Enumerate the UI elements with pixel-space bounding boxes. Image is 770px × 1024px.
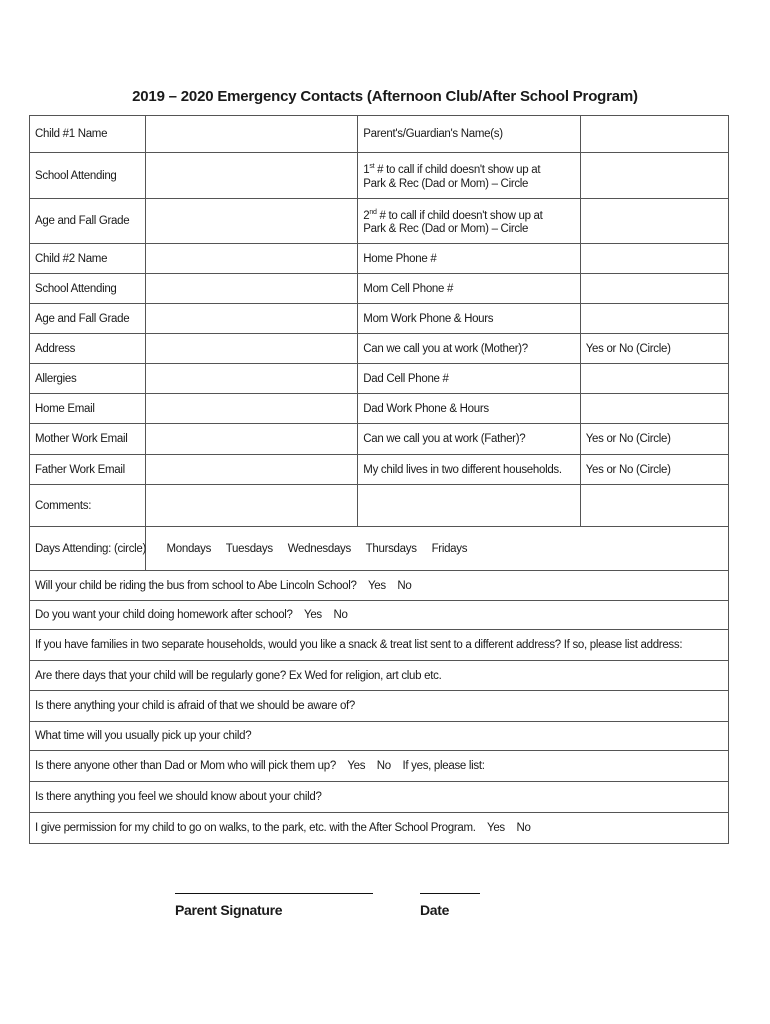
father-work-email-label: Father Work Email [30,455,146,485]
mother-work-email-field[interactable] [146,424,358,455]
table-row [30,751,729,782]
question-permission[interactable]: I give permission for my child to go on walks, to the park, etc. with the After School Program. Yes No [30,813,729,844]
first-call-label: 1st # to call if child doesn't show up at Park & Rec (Dad or Mom) – Circle [358,153,580,199]
guardian-name-label: Parent's/Guardian's Name(s) [358,116,580,153]
table-row [30,274,729,304]
question-afraid[interactable]: Is there anything your child is afraid of that we should be aware of? [30,691,729,722]
date-line[interactable] [420,893,480,894]
table-row [30,455,729,485]
table-row [30,334,729,364]
school-attending-1-label: School Attending [30,153,146,199]
address-field[interactable] [146,334,358,364]
dad-cell-field[interactable] [580,364,728,394]
table-row [30,199,729,244]
home-phone-label: Home Phone # [358,244,580,274]
call-father-label: Can we call you at work (Father)? [358,424,580,455]
allergies-field[interactable] [146,364,358,394]
school-attending-2-label: School Attending [30,274,146,304]
comments-label: Comments: [30,485,146,527]
question-bus[interactable]: Will your child be riding the bus from school to Abe Lincoln School? Yes No [30,571,729,601]
home-phone-field[interactable] [580,244,728,274]
comments-field-3[interactable] [580,485,728,527]
question-pickup-time[interactable]: What time will you usually pick up your child? [30,722,729,751]
question-days-gone[interactable]: Are there days that your child will be regularly gone? Ex Wed for religion, art club etc. [30,661,729,691]
parent-signature-block [175,893,373,918]
call-mother-label: Can we call you at work (Mother)? [358,334,580,364]
day-option-monday[interactable]: Mondays [166,542,212,555]
child2-name-label: Child #2 Name [30,244,146,274]
age-grade-1-label: Age and Fall Grade [30,199,146,244]
call-father-answer[interactable]: Yes or No (Circle) [580,424,728,455]
question-separate-households[interactable]: If you have families in two separate households, would you like a snack & treat list sent to a different address? If so, please list address: [30,630,729,661]
table-row [30,601,729,630]
age-grade-2-label: Age and Fall Grade [30,304,146,334]
child1-name-field[interactable] [146,116,358,153]
school-attending-2-field[interactable] [146,274,358,304]
call-mother-answer[interactable]: Yes or No (Circle) [580,334,728,364]
days-options [146,527,729,571]
home-email-field[interactable] [146,394,358,424]
two-households-label: My child lives in two different households. [358,455,580,485]
day-option-thursday[interactable]: Thursdays [365,542,417,555]
child2-name-field[interactable] [146,244,358,274]
day-option-tuesday[interactable]: Tuesdays [225,542,273,555]
table-row [30,571,729,601]
date-block [420,893,480,918]
table-row [30,527,729,571]
comments-field-2[interactable] [358,485,580,527]
table-row [30,394,729,424]
table-row [30,116,729,153]
parent-signature-label: Parent Signature [175,902,283,918]
guardian-name-field[interactable] [580,116,728,153]
father-work-email-field[interactable] [146,455,358,485]
comments-field[interactable] [146,485,358,527]
table-row [30,304,729,334]
child1-name-label: Child #1 Name [30,116,146,153]
table-row [30,153,729,199]
mom-work-phone-label: Mom Work Phone & Hours [358,304,580,334]
emergency-contact-table [29,115,729,844]
age-grade-2-field[interactable] [146,304,358,334]
dad-cell-label: Dad Cell Phone # [358,364,580,394]
table-row [30,485,729,527]
days-attending-label: Days Attending: (circle) [30,527,146,571]
table-row [30,244,729,274]
second-call-label: 2nd # to call if child doesn't show up at Park & Rec (Dad or Mom) – Circle [358,199,580,244]
allergies-label: Allergies [30,364,146,394]
home-email-label: Home Email [30,394,146,424]
date-label: Date [420,902,450,918]
table-row [30,424,729,455]
two-households-answer[interactable]: Yes or No (Circle) [580,455,728,485]
table-row [30,722,729,751]
school-attending-1-field[interactable] [146,153,358,199]
question-should-know[interactable]: Is there anything you feel we should know about your child? [30,782,729,813]
dad-work-phone-label: Dad Work Phone & Hours [358,394,580,424]
question-homework[interactable]: Do you want your child doing homework after school? Yes No [30,601,729,630]
mom-cell-field[interactable] [580,274,728,304]
table-row [30,691,729,722]
table-row [30,782,729,813]
mother-work-email-label: Mother Work Email [30,424,146,455]
question-other-pickup[interactable]: Is there anyone other than Dad or Mom who will pick them up? Yes No If yes, please list: [30,751,729,782]
table-row [30,364,729,394]
dad-work-phone-field[interactable] [580,394,728,424]
day-option-wednesday[interactable]: Wednesdays [287,542,351,555]
mom-cell-label: Mom Cell Phone # [358,274,580,304]
table-row [30,813,729,844]
first-call-field[interactable] [580,153,728,199]
form-title: 2019 – 2020 Emergency Contacts (Afternoon Club/After School Program) [132,88,638,105]
table-row [30,661,729,691]
parent-signature-line[interactable] [175,893,373,894]
day-option-friday[interactable]: Fridays [431,542,468,555]
mom-work-phone-field[interactable] [580,304,728,334]
address-label: Address [30,334,146,364]
age-grade-1-field[interactable] [146,199,358,244]
table-row [30,630,729,661]
second-call-field[interactable] [580,199,728,244]
